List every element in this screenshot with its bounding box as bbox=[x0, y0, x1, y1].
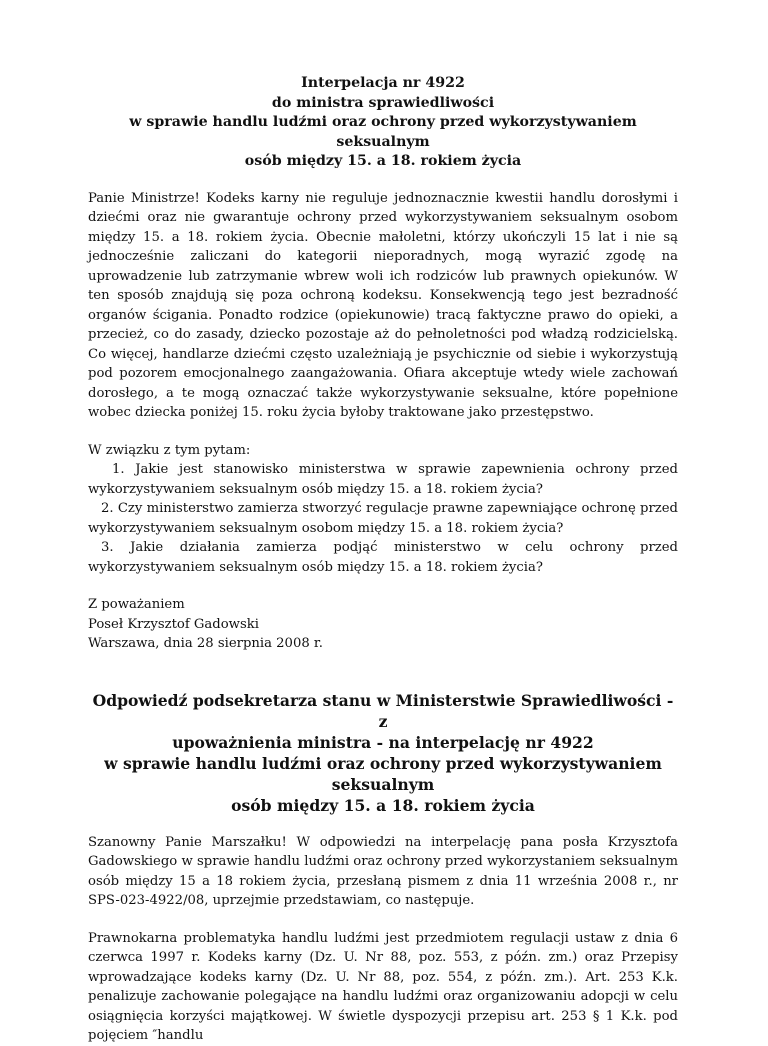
question-item: 2. Czy ministerstwo zamierza stworzyć regulacje prawne zapewniające ochronę przed wykorzystywaniem seksualnym osobom między 15. a 18. rokiem życia? bbox=[88, 501, 678, 536]
interpelacja-body: Panie Ministrze! Kodeks karny nie reguluje jednoznacznie kwestii handlu dorosłymi i dziećmi oraz nie gwarantuje ochrony przed wykorzystywaniem seksualnym osobom między 15. a 18. rokiem życia. Obecnie małoletni, którzy ukończyli 15 lat i nie są jednocześnie zaliczani do kategorii nieporadnych, mogą wyrazić zgodę na uprowadzenie lub zatrzymanie wbrew woli ich rodziców lub prawnych opiekunów. W ten sposób znajdują się poza ochroną kodeksu. Konsekwencją tego jest bezradność organów ścigania. Ponadto rodzice (opiekunowie) tracą faktyczne prawo do opieki, a przecież, co do zasady, dziecko pozostaje aż do pełnoletności pod władzą rodzicielską. Co więcej, handlarze dziećmi często uzależniają je psychicznie od siebie i wykorzystują pod pozorem emocjonalnego zaangażowania. Ofiara akceptuje wtedy wiele zachowań dorosłego, a te mogą oznaczać także wykorzystywanie seksualne, które popełnione wobec dziecka poniżej 15. roku życia byłoby traktowane jako przestępstwo. bbox=[88, 190, 678, 420]
closing: Z poważaniem bbox=[88, 597, 185, 612]
odpowiedz-paragraph: Szanowny Panie Marszałku! W odpowiedzi na interpelację pana posła Krzysztofa Gadowskiego w sprawie handlu ludźmi oraz ochrony przed wykorzystaniem seksualnym osób między 15 a 18 rokiem życia, przesłaną pismem z dnia 11 września 2008 r., nr SPS-023-4922/08, uprzejmie przedstawiam, co następuje. bbox=[88, 834, 678, 908]
odpowiedz-title-line: upoważnienia ministra - na interpelację nr 4922 bbox=[172, 732, 594, 752]
odpowiedz-title-line: Odpowiedź podsekretarza stanu w Ministerstwie Sprawiedliwości - z bbox=[92, 690, 674, 731]
questions-intro: W związku z tym pytam: bbox=[88, 442, 251, 458]
questions-section bbox=[88, 441, 678, 578]
odpowiedz-paragraph: Prawnokarna problematyka handlu ludźmi jest przedmiotem regulacji ustaw z dnia 6 czerwca 1997 r. Kodeks karny (Dz. U. Nr 88, poz. 553, z późn. zm.) oraz Przepisy wprowadzające kodeks karny (Dz. U. Nr 88, poz. 554, z późn. zm.). Art. 253 K.k. penalizuje zachowanie polegające na handlu ludźmi oraz organizowaniu adopcji w celu osiągnięcia korzyści majątkowej. W świetle dyspozycji przepisu art. 253 § 1 K.k. pod pojęciem ″handlu bbox=[88, 930, 678, 1043]
question-item: 1. Jakie jest stanowisko ministerstwa w sprawie zapewnienia ochrony przed wykorzystywaniem seksualnym osób między 15. a 18. rokiem życia? bbox=[88, 462, 678, 497]
interpelacja-title-line: w sprawie handlu ludźmi oraz ochrony przed wykorzystywaniem seksualnym bbox=[129, 114, 637, 150]
interpelacja-title-line: osób między 15. a 18. rokiem życia bbox=[244, 153, 522, 169]
odpowiedz-title-line: osób między 15. a 18. rokiem życia bbox=[231, 795, 535, 815]
signature: Poseł Krzysztof Gadowski bbox=[88, 616, 259, 632]
signature-block bbox=[88, 595, 678, 654]
odpowiedz-title-line: w sprawie handlu ludźmi oraz ochrony przed wykorzystywaniem seksualnym bbox=[104, 753, 662, 794]
place-date: Warszawa, dnia 28 sierpnia 2008 r. bbox=[88, 636, 323, 651]
interpelacja-title bbox=[88, 74, 678, 172]
question-item: 3. Jakie działania zamierza podjąć ministerstwo w celu ochrony przed wykorzystywaniem seksualnym osób między 15. a 18. rokiem życia? bbox=[88, 540, 678, 575]
interpelacja-title-line: do ministra sprawiedliwości bbox=[271, 94, 495, 111]
odpowiedz-title bbox=[88, 690, 678, 816]
document-page bbox=[88, 72, 678, 1046]
interpelacja-title-line: Interpelacja nr 4922 bbox=[301, 75, 465, 91]
